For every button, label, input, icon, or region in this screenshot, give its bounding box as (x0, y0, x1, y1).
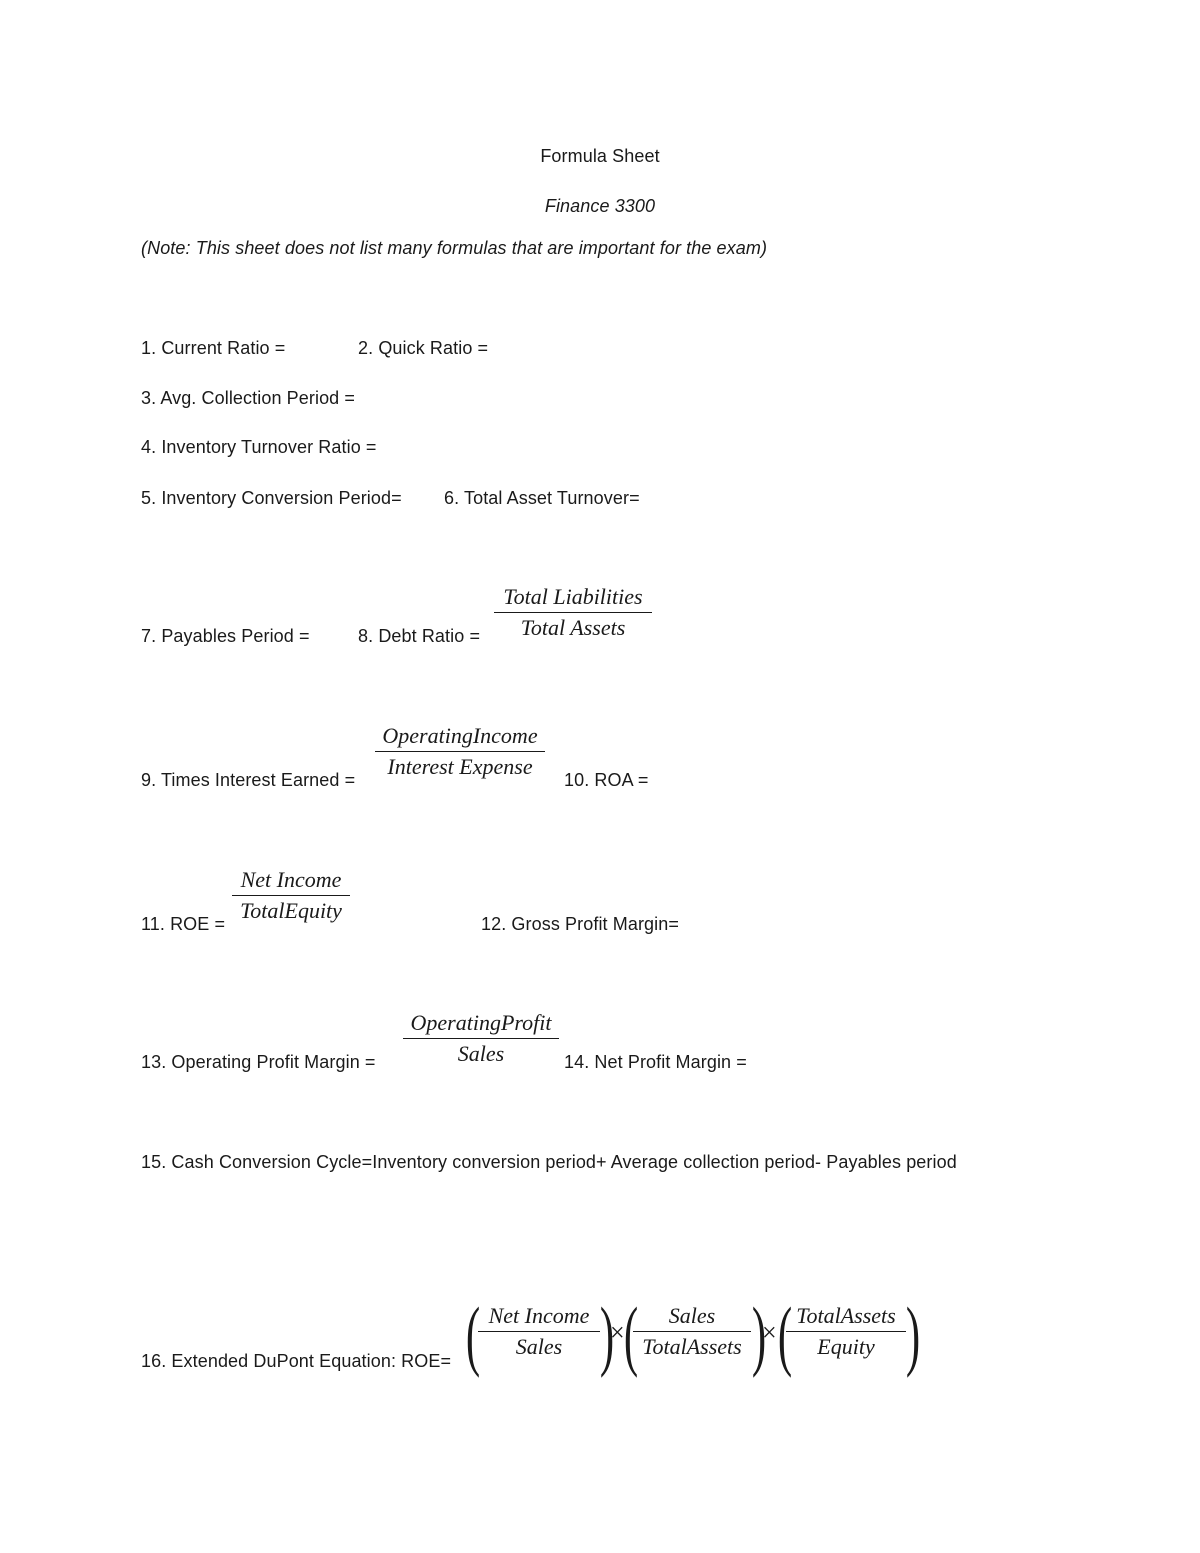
formula-cash-conversion-cycle: 15. Cash Conversion Cycle=Inventory conversion period+ Average collection period- Payables period (141, 1152, 957, 1172)
fraction-numerator: TotalAssets (796, 1303, 896, 1328)
formula-extended-dupont: 16. Extended DuPont Equation: ROE= (141, 1351, 452, 1371)
fraction-denominator: Equity (817, 1334, 875, 1359)
formula-gross-profit-margin: 12. Gross Profit Margin= (481, 914, 679, 934)
fraction-numerator: OperatingIncome (382, 723, 538, 748)
fraction-numerator: Net Income (488, 1303, 590, 1328)
note-text: (Note: This sheet does not list many formulas that are important for the exam) (141, 238, 768, 258)
multiply-sign: × (610, 1318, 625, 1347)
formula-times-interest-earned: 9. Times Interest Earned = (141, 770, 356, 790)
formula-debt-ratio: 8. Debt Ratio = (358, 626, 481, 646)
operating-profit-margin-fraction (403, 1012, 559, 1065)
formula-payables-period: 7. Payables Period = (141, 626, 310, 646)
open-parenthesis: ( (623, 1291, 639, 1378)
fraction-denominator: TotalAssets (642, 1334, 742, 1359)
times-interest-earned-fraction (375, 725, 545, 778)
fraction-denominator: Total Assets (520, 615, 626, 640)
fraction-numerator: Total Liabilities (503, 584, 643, 609)
roe-fraction (232, 869, 350, 922)
dupont-term-asset-turnover (633, 1305, 751, 1358)
formula-avg-collection-period: 3. Avg. Collection Period = (141, 388, 355, 408)
formula-roa: 10. ROA = (564, 770, 649, 790)
close-parenthesis: ) (599, 1291, 615, 1378)
dupont-term-net-profit-margin (478, 1305, 600, 1358)
formula-net-profit-margin: 14. Net Profit Margin = (564, 1052, 747, 1072)
close-parenthesis: ) (751, 1291, 767, 1378)
multiply-sign: × (762, 1318, 777, 1347)
formula-current-ratio: 1. Current Ratio = (141, 338, 286, 358)
open-parenthesis: ( (777, 1291, 793, 1378)
fraction-denominator: TotalEquity (240, 898, 342, 923)
dupont-term-equity-multiplier (786, 1305, 906, 1358)
formula-inventory-conversion-period: 5. Inventory Conversion Period= (141, 488, 402, 508)
page-title: Formula Sheet (540, 146, 660, 166)
formula-inventory-turnover: 4. Inventory Turnover Ratio = (141, 437, 377, 457)
formula-operating-profit-margin: 13. Operating Profit Margin = (141, 1052, 376, 1072)
fraction-denominator: Sales (457, 1041, 505, 1066)
formula-roe: 11. ROE = (141, 914, 226, 934)
formula-total-asset-turnover: 6. Total Asset Turnover= (444, 488, 640, 508)
fraction-numerator: OperatingProfit (410, 1010, 552, 1035)
course-name: Finance 3300 (544, 196, 656, 216)
fraction-denominator: Interest Expense (387, 754, 533, 779)
open-parenthesis: ( (465, 1291, 481, 1378)
close-parenthesis: ) (905, 1291, 921, 1378)
fraction-denominator: Sales (515, 1334, 563, 1359)
formula-quick-ratio: 2. Quick Ratio = (358, 338, 489, 358)
fraction-numerator: Sales (668, 1303, 716, 1328)
debt-ratio-fraction (494, 586, 652, 639)
fraction-numerator: Net Income (240, 867, 342, 892)
